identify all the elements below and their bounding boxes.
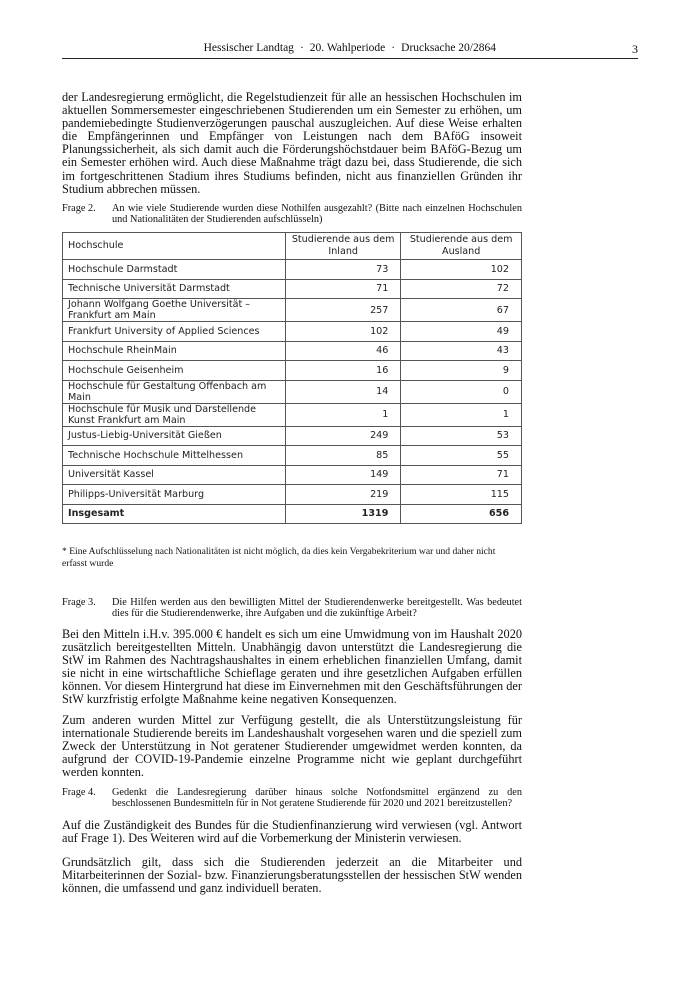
cell-foreign: 72 [401, 279, 522, 299]
question-label: Frage 2. [62, 203, 96, 214]
answer-4-paragraph-2: Grundsätzlich gilt, dass sich die Studierenden jederzeit an die Mitarbeiter und Mitarbeiterinnen der Sozial- bzw. Finanzierungsberatungsstellen der hessischen StW wenden können, die umfassend und ganz individuell beraten. [62, 855, 522, 896]
cell-domestic: 46 [286, 341, 401, 361]
cell-domestic: 71 [286, 279, 401, 299]
page-header [62, 42, 638, 59]
cell-domestic: 149 [286, 465, 401, 485]
table-row [63, 403, 522, 426]
cell-foreign: 0 [401, 380, 522, 403]
table-row [63, 361, 522, 381]
column-header-domestic: Studierende aus dem Inland [286, 233, 401, 260]
header-period: 20. Wahlperiode [309, 42, 386, 54]
cell-university: Universität Kassel [63, 465, 286, 485]
table-row [63, 485, 522, 505]
funding-table [62, 232, 522, 524]
table-total-row [63, 504, 522, 524]
cell-foreign: 71 [401, 465, 522, 485]
cell-university: Technische Universität Darmstadt [63, 279, 286, 299]
table-footnote: * Eine Aufschlüsselung nach Nationalitäten ist nicht möglich, da dies kein Vergabekriterium war und daher nicht erfasst wurde [62, 546, 496, 569]
table-row [63, 446, 522, 466]
header-separator: · [391, 42, 396, 54]
table-row [63, 322, 522, 342]
cell-university: Johann Wolfgang Goethe Universität – Frankfurt am Main [63, 299, 286, 322]
cell-university: Philipps-Universität Marburg [63, 485, 286, 505]
page-number: 3 [632, 42, 638, 56]
table-row [63, 279, 522, 299]
table-row [63, 426, 522, 446]
header-line [204, 42, 496, 54]
cell-total-label: Insgesamt [63, 504, 286, 524]
table-row [63, 341, 522, 361]
table-row [63, 380, 522, 403]
cell-foreign: 115 [401, 485, 522, 505]
cell-domestic: 85 [286, 446, 401, 466]
cell-university: Hochschule Geisenheim [63, 361, 286, 381]
column-header-university: Hochschule [63, 233, 286, 260]
intro-paragraph: der Landesregierung ermöglicht, die Regelstudienzeit für alle an hessischen Hochschulen im aktuellen Sommersemester eingeschriebenen Studierenden um ein Semester zu erhöhen, um pandemiebedingte Studienverzögerungen pauschal auszugleichen. Auf diese Weise erhalten die Empfängerinnen und Empfänger von Leistungen nach dem BAföG insoweit Planungssicherheit, als sich damit auch die Förderungshöchstdauer beim BAföG-Bezug um ein Semester erhöhen wird. Auch diese Maßnahme trägt dazu bei, dass Studierende, die sich im fortgeschrittenen Stadium ihres Studiums befinden, nicht aus finanziellen Gründen ihr Studium abbrechen müssen. [62, 90, 522, 196]
cell-domestic: 219 [286, 485, 401, 505]
cell-domestic: 257 [286, 299, 401, 322]
question-text: Die Hilfen werden aus den bewilligten Mittel der Studierendenwerke bereitgestellt. Was bedeutet dies für die Studierendenwerke, ihre Aufgaben und die zukünftige Arbeit? [112, 597, 522, 620]
cell-foreign: 9 [401, 361, 522, 381]
question-text: Gedenkt die Landesregierung darüber hinaus solche Notfondsmittel ergänzend zu den beschlossenen Bundesmitteln für in Not geratene Studierende für 2020 und 2021 bereitzustellen? [112, 787, 522, 810]
cell-university: Justus-Liebig-Universität Gießen [63, 426, 286, 446]
cell-foreign: 102 [401, 260, 522, 280]
cell-foreign: 1 [401, 403, 522, 426]
question-label: Frage 3. [62, 597, 96, 608]
cell-foreign: 67 [401, 299, 522, 322]
cell-university: Technische Hochschule Mittelhessen [63, 446, 286, 466]
cell-university: Frankfurt University of Applied Sciences [63, 322, 286, 342]
cell-university: Hochschule Darmstadt [63, 260, 286, 280]
column-header-foreign: Studierende aus dem Ausland [401, 233, 522, 260]
cell-university: Hochschule für Gestaltung Offenbach am Main [63, 380, 286, 403]
cell-foreign: 49 [401, 322, 522, 342]
table-row [63, 260, 522, 280]
cell-domestic: 1 [286, 403, 401, 426]
cell-foreign: 43 [401, 341, 522, 361]
table-row [63, 465, 522, 485]
answer-3-paragraph-2: Zum anderen wurden Mittel zur Verfügung gestellt, die als Unterstützungsleistung für internationale Studierende bereits im Landeshaushalt vorgesehen waren und die speziell zum Zweck der Unterstützung in Not geratener Studierender umgewidmet werden konnten, da aufgrund der COVID-19-Pandemie einzelne Programme nicht wie geplant durchgeführt werden konnten. [62, 713, 522, 780]
cell-foreign: 55 [401, 446, 522, 466]
cell-domestic: 249 [286, 426, 401, 446]
cell-foreign: 53 [401, 426, 522, 446]
table-header-row [63, 233, 522, 260]
cell-university: Hochschule RheinMain [63, 341, 286, 361]
cell-domestic: 73 [286, 260, 401, 280]
question-label: Frage 4. [62, 787, 96, 798]
header-separator: · [299, 42, 304, 54]
header-doc-number: Drucksache 20/2864 [401, 42, 496, 54]
header-publisher: Hessischer Landtag [203, 42, 294, 54]
cell-domestic: 16 [286, 361, 401, 381]
table-row [63, 299, 522, 322]
cell-domestic: 102 [286, 322, 401, 342]
cell-total-foreign: 656 [401, 504, 522, 524]
answer-3-paragraph-1: Bei den Mitteln i.H.v. 395.000 € handelt es sich um eine Umwidmung von im Haushalt 2020 zusätzlich bereitgestellten Mitteln. Unabhängig davon unterstützt die Landesregierung die StW im Rahmen des Nachtragshaushaltes in einem erheblichen finanziellen Umfang, damit sie nicht in eine wirtschaftliche Schieflage geraten und ihre gesetzlichen Aufgaben erfüllen können. Vor diesem Hintergrund hat diese im Einvernehmen mit den Geschäftsführungen der StW kurzfristig erfolgte Maßnahme keine negativen Konsequenzen. [62, 627, 522, 707]
cell-total-domestic: 1319 [286, 504, 401, 524]
answer-4-paragraph-1: Auf die Zuständigkeit des Bundes für die Studienfinanzierung wird verwiesen (vgl. Antwort auf Frage 1). Des Weiteren wird auf die Vorbemerkung der Ministerin verwiesen. [62, 818, 522, 846]
cell-university: Hochschule für Musik und Darstellende Kunst Frankfurt am Main [63, 403, 286, 426]
cell-domestic: 14 [286, 380, 401, 403]
question-text: An wie viele Studierende wurden diese Nothilfen ausgezahlt? (Bitte nach einzelnen Hochschulen und Nationalitäten der Studierenden aufschlüsseln) [112, 203, 522, 226]
